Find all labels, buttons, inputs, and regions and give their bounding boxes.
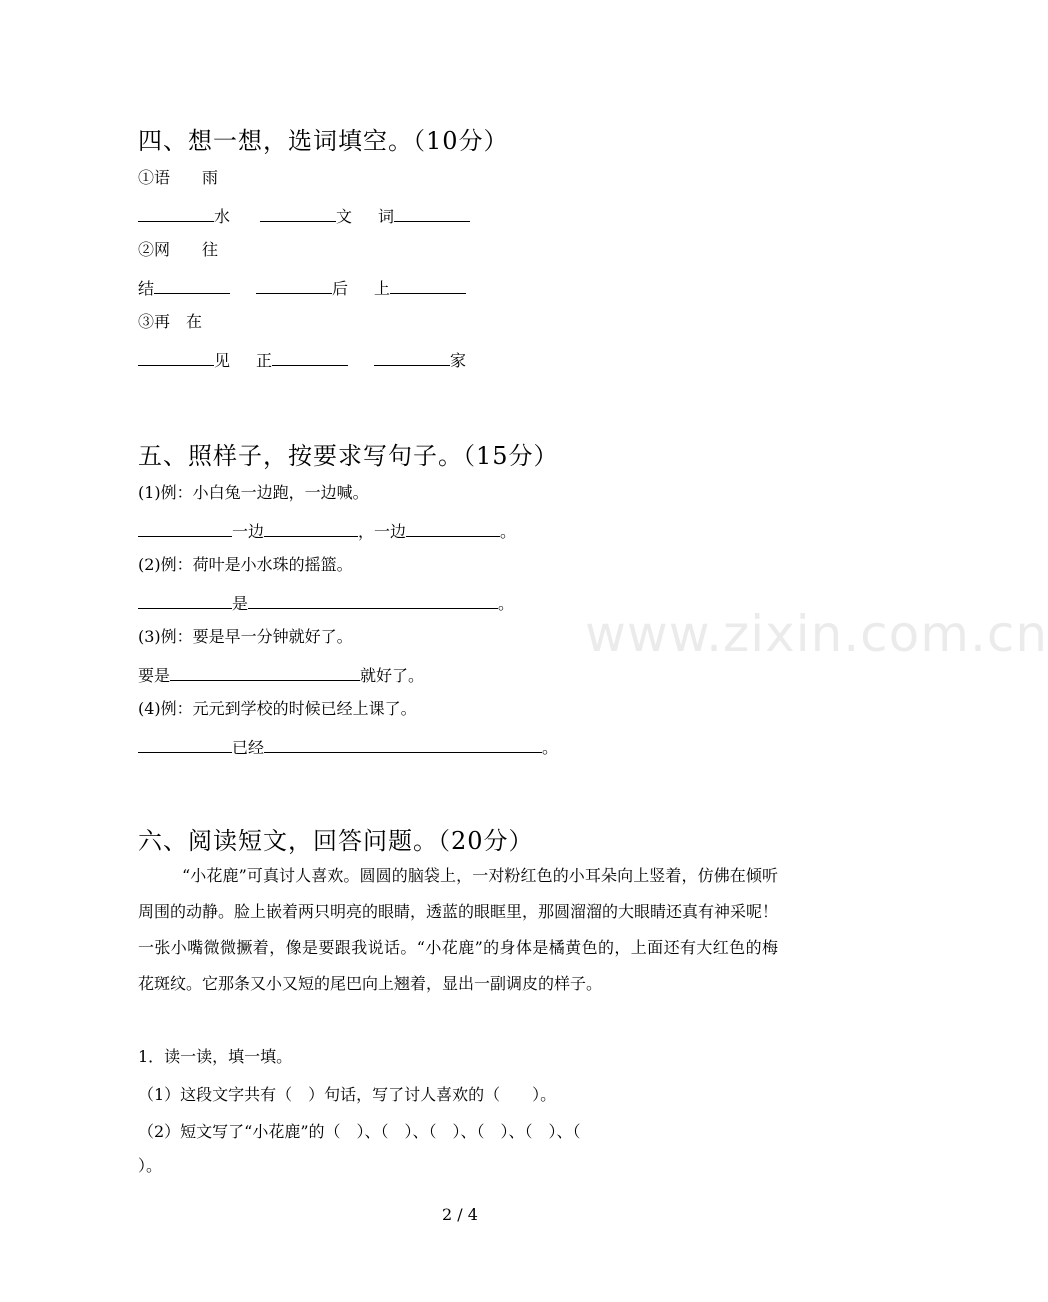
- q4-blanks: 已经 。: [138, 734, 558, 756]
- group-3-blanks: 见 正 家: [138, 347, 466, 369]
- question-1-title: 1．读一读，填一填。: [138, 1047, 293, 1066]
- section-5-title: 五、照样子，按要求写句子。（15分）: [138, 442, 559, 470]
- question-1-2-cont: ）。: [138, 1156, 163, 1175]
- q1-example: (1)例：小白兔一边跑，一边喊。: [138, 483, 369, 502]
- group-3-words: ③再 在: [138, 312, 203, 331]
- q2-blanks: 是 。: [138, 590, 514, 612]
- q3-example: (3)例：要是早一分钟就好了。: [138, 627, 353, 646]
- question-1-2: （2）短文写了“小花鹿”的（ ）、（ ）、（ ）、（ ）、（ ）、（: [138, 1122, 581, 1141]
- question-1-1: （1）这段文字共有（ ）句话，写了讨人喜欢的（ ）。: [138, 1085, 557, 1104]
- section-6-title: 六、阅读短文，回答问题。（20分）: [138, 827, 534, 855]
- group-1-blanks: 水 文 词: [138, 203, 470, 225]
- q1-blanks: 一边 ，一边 。: [138, 518, 516, 540]
- q2-example: (2)例：荷叶是小水珠的摇篮。: [138, 555, 353, 574]
- reading-passage: “小花鹿”可真讨人喜欢。圆圆的脑袋上，一对粉红色的小耳朵向上竖着，仿佛在倾听周围的动静。脸上嵌着两只明亮的眼睛，透蓝的眼眶里，那圆溜溜的大眼睛还真有神采呢！一张小嘴微微撅着，像是要跟我说话。“小花鹿”的身体是橘黄色的，上面还有大红色的梅花斑纹。它那条又小又短的尾巴向上翘着，显出一副调皮的样子。: [138, 866, 779, 993]
- group-2-words: ②网 往: [138, 240, 219, 259]
- section-4-title: 四、想一想，选词填空。（10分）: [138, 127, 509, 155]
- page-number: 2 / 4: [442, 1205, 478, 1224]
- q3-blanks: 要是 就好了。: [138, 662, 424, 684]
- group-1-words: ①语 雨: [138, 168, 219, 187]
- q4-example: (4)例：元元到学校的时候已经上课了。: [138, 699, 417, 718]
- group-2-blanks: 结 后 上: [138, 275, 466, 297]
- watermark: www.zixin.com.cn: [585, 605, 1048, 663]
